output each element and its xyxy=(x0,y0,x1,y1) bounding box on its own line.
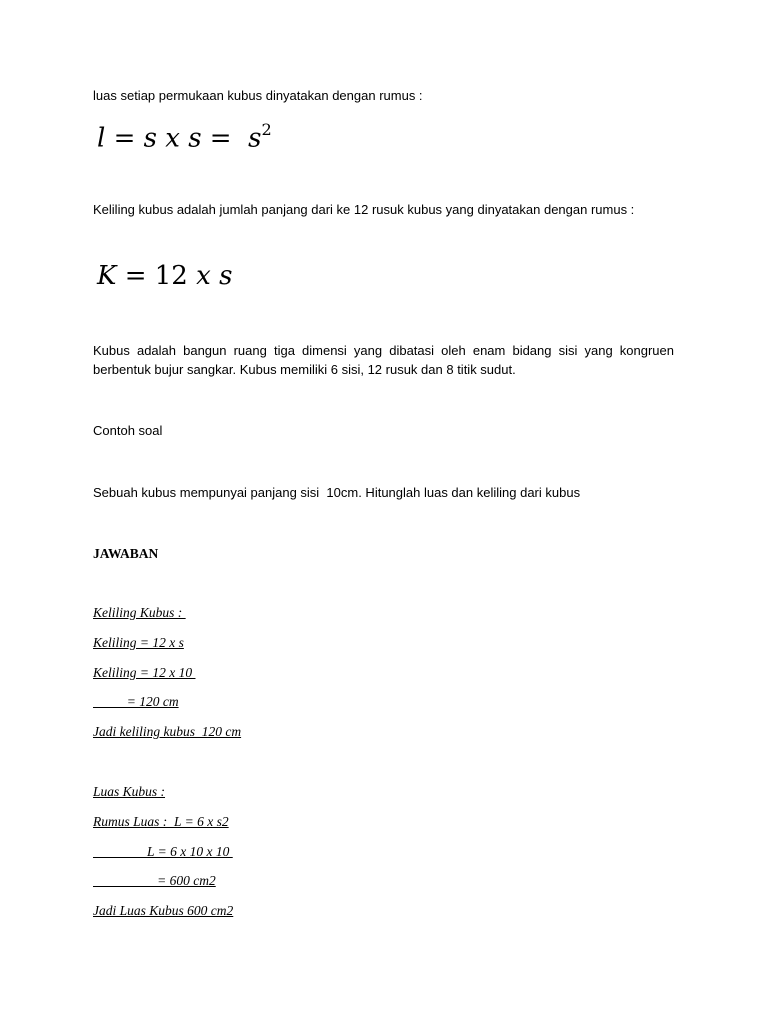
luas-answer-line: Luas Kubus : xyxy=(93,784,166,799)
formula-keliling-x: x xyxy=(187,261,220,291)
formula-luas-eq1: = xyxy=(105,123,144,154)
formula-keliling-k: K xyxy=(97,261,117,291)
formula-keliling xyxy=(97,261,232,291)
keliling-answer-line: Keliling Kubus : xyxy=(93,605,186,620)
keliling-answer-line: = 120 cm xyxy=(93,694,179,709)
formula-luas-s2: s xyxy=(188,123,202,154)
formula-luas-s3: s xyxy=(248,123,262,154)
definition-paragraph: Kubus adalah bangun ruang tiga dimensi yang dibatasi oleh enam bidang sisi yang kongruen berbentuk bujur sangkar. Kubus memiliki 6 sisi, 12 rusuk dan 8 titik sudut. xyxy=(93,343,674,377)
luas-answer-line: Jadi Luas Kubus 600 cm2 xyxy=(93,903,234,918)
formula-luas xyxy=(97,122,272,154)
luas-answer-line: Rumus Luas : L = 6 x s2 xyxy=(93,814,229,829)
keliling-answer-line: Keliling = 12 x 10 xyxy=(93,665,196,680)
intro-luas-text: luas setiap permukaan kubus dinyatakan dengan rumus : xyxy=(93,88,423,103)
keliling-answer-line: Keliling = 12 x s xyxy=(93,635,184,650)
jawaban-heading: JAWABAN xyxy=(93,546,159,561)
contoh-heading: Contoh soal xyxy=(93,423,163,438)
luas-answer-line: = 600 cm2 xyxy=(93,873,216,888)
intro-keliling-text: Keliling kubus adalah jumlah panjang dari ke 12 rusuk kubus yang dinyatakan dengan rumus : xyxy=(93,202,635,217)
formula-luas-l: l xyxy=(97,123,106,154)
formula-keliling-s: s xyxy=(219,261,233,291)
formula-luas-x1: x xyxy=(157,123,189,154)
keliling-answer-line: Jadi keliling kubus 120 cm xyxy=(93,724,242,739)
formula-luas-exponent: 2 xyxy=(261,120,272,140)
formula-luas-eq2: = xyxy=(201,123,249,154)
formula-keliling-number: 12 xyxy=(154,261,188,291)
luas-answer-line: L = 6 x 10 x 10 xyxy=(93,844,233,859)
formula-keliling-eq: = xyxy=(116,261,155,291)
soal-text: Sebuah kubus mempunyai panjang sisi 10cm. Hitunglah luas dan keliling dari kubus xyxy=(93,485,581,500)
formula-luas-s1: s xyxy=(143,123,157,154)
